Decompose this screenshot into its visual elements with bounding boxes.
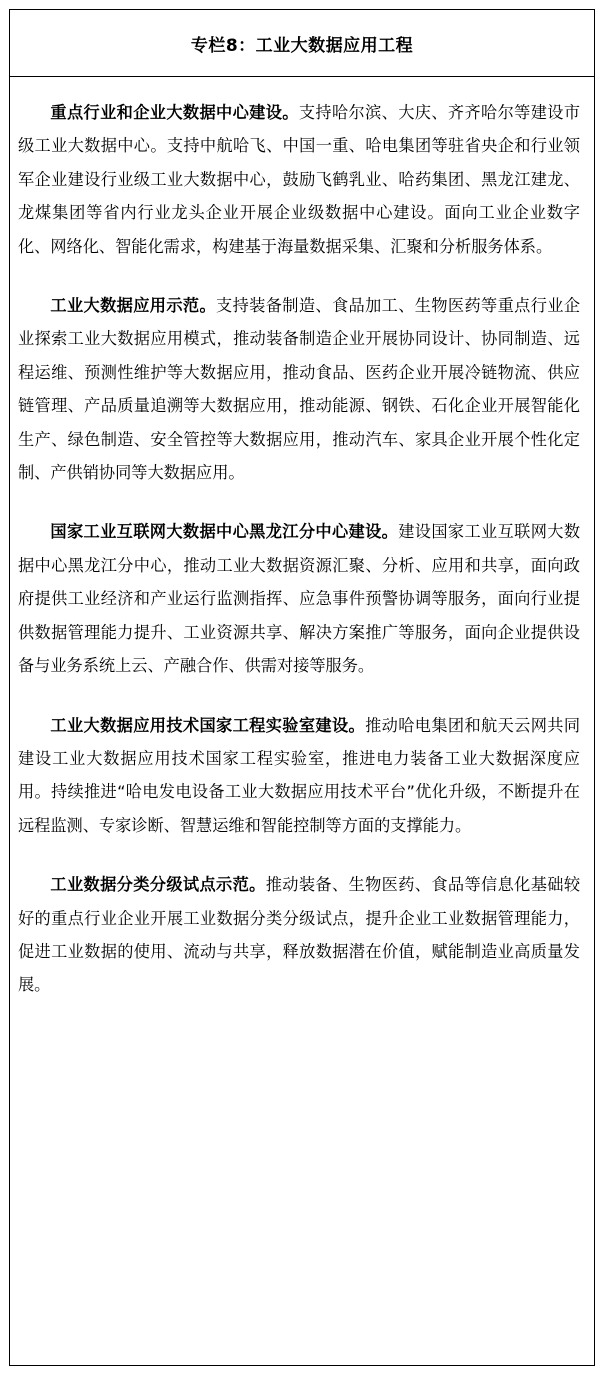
section-paragraph <box>18 289 580 489</box>
feature-box <box>9 9 595 1366</box>
section-paragraph <box>18 515 580 682</box>
section-heading: 工业大数据应用技术国家工程实验室建设。 <box>50 715 366 735</box>
section-text: 支持装备制造、食品加工、生物医药等重点行业企业探索工业大数据应用模式，推动装备制造企业开展协同设计、协同制造、远程运维、预测性维护等大数据应用，推动食品、医药企业开展冷链物流、供应链管理、产品质量追溯等大数据应用，推动能源、钢铁、石化企业开展智能化生产、绿色制造、安全管控等大数据应用，推动汽车、家具企业开展个性化定制、产供销协同等大数据应用。 <box>18 296 581 483</box>
box-title: 专栏8：工业大数据应用工程 <box>190 35 414 56</box>
section-heading: 工业数据分类分级试点示范。 <box>50 875 266 895</box>
section-paragraph <box>18 868 580 1002</box>
section-text: 推动哈电集团和航天云网共同建设工业大数据应用技术国家工程实验室，推进电力装备工业大数据深度应用。持续推进“哈电发电设备工业大数据应用技术平台”优化升级，不断提升在远程监测、专家诊断、智慧运维和智能控制等方面的支撑能力。 <box>18 715 581 835</box>
box-body <box>10 77 594 1002</box>
section-heading: 重点行业和企业大数据中心建设。 <box>50 103 299 122</box>
section-text: 推动装备、生物医药、食品等信息化基础较好的重点行业企业开展工业数据分类分级试点，提升企业工业数据管理能力，促进工业数据的使用、流动与共享，释放数据潜在价值，赋能制造业高质量发展。 <box>18 875 581 995</box>
section-text: 建设国家工业互联网大数据中心黑龙江分中心，推动工业大数据资源汇聚、分析、应用和共享，面向政府提供工业经济和产业运行监测指挥、应急事件预警协调等服务，面向行业提供数据管理能力提升、工业资源共享、解决方案推广等服务，面向企业提供设备与业务系统上云、产融合作、供需对接等服务。 <box>18 522 581 676</box>
section-paragraph <box>18 709 580 843</box>
box-header <box>10 10 594 77</box>
section-heading: 国家工业互联网大数据中心黑龙江分中心建设。 <box>50 522 399 542</box>
section-paragraph <box>18 96 580 263</box>
section-heading: 工业大数据应用示范。 <box>50 296 217 316</box>
section-text: 支持哈尔滨、大庆、齐齐哈尔等建设市级工业大数据中心。支持中航哈飞、中国一重、哈电集团等驻省央企和行业领军企业建设行业级工业大数据中心，鼓励飞鹤乳业、哈药集团、黑龙江建龙、龙煤集团等省内行业龙头企业开展企业级数据中心建设。面向工业企业数字化、网络化、智能化需求，构建基于海量数据采集、汇聚和分析服务体系。 <box>18 103 581 256</box>
